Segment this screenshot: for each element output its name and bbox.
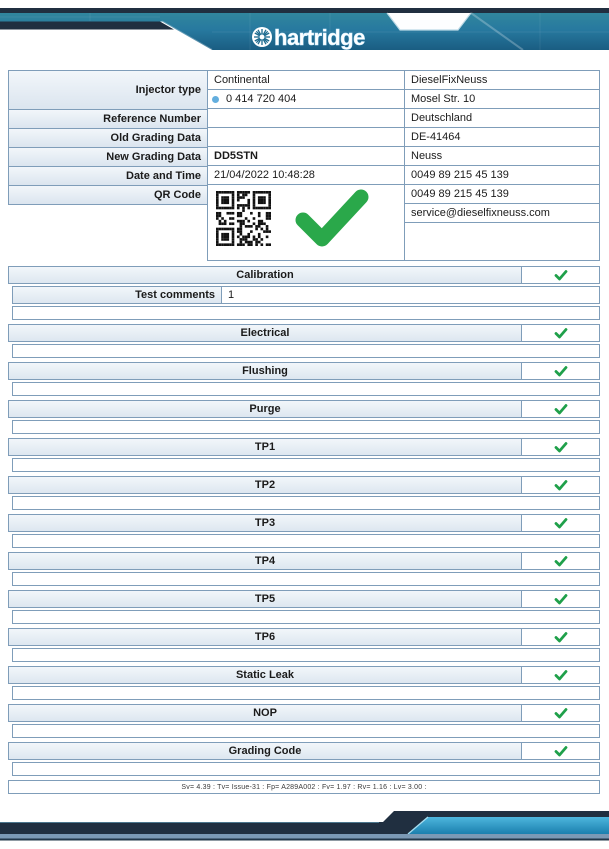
test-sections <box>8 266 600 794</box>
test-section-result-cell <box>521 363 599 379</box>
test-section-block <box>8 400 600 434</box>
pass-check-icon <box>554 479 568 492</box>
test-section-result-cell <box>521 743 599 759</box>
test-section-header <box>8 742 600 760</box>
pass-check-icon <box>554 631 568 644</box>
pass-check-icon <box>554 441 568 454</box>
pass-check-icon <box>554 269 568 282</box>
test-section-detail-row <box>12 306 600 320</box>
test-comments-value: 1 <box>222 286 600 304</box>
test-section-title: TP4 <box>254 555 276 567</box>
contact-line: 0049 89 215 45 139 <box>404 165 600 185</box>
info-value-column <box>207 70 405 261</box>
new-grading-value: DD5STN <box>207 146 405 166</box>
top-banner <box>0 0 609 56</box>
test-section-block <box>8 742 600 776</box>
hartridge-logo-text: hartridge <box>274 25 365 50</box>
test-section-result-cell <box>521 591 599 607</box>
test-comments-row <box>12 286 600 304</box>
injector-info-table <box>8 70 600 266</box>
test-section-result-cell <box>521 667 599 683</box>
test-section-header <box>8 704 600 722</box>
reference-number-value <box>207 108 405 128</box>
injector-type-label: Injector type <box>8 70 208 110</box>
test-section-title: TP3 <box>254 517 276 529</box>
pass-check-icon <box>554 327 568 340</box>
test-section-title: TP1 <box>254 441 276 453</box>
test-section-header <box>8 400 600 418</box>
test-section-block <box>8 362 600 396</box>
date-time-label: Date and Time <box>8 166 208 186</box>
test-section-detail-row <box>12 534 600 548</box>
contact-email: service@dieselfixneuss.com <box>404 203 600 223</box>
test-section-result-cell <box>521 629 599 645</box>
qr-code-image <box>216 191 271 246</box>
test-section-block <box>8 666 600 700</box>
test-section-header <box>8 590 600 608</box>
new-grading-label: New Grading Data <box>8 147 208 167</box>
test-section-header <box>8 666 600 684</box>
pass-check-icon <box>554 669 568 682</box>
test-section-title: Grading Code <box>228 745 302 757</box>
test-section-header <box>8 514 600 532</box>
test-section-detail-row <box>12 724 600 738</box>
test-section-header <box>8 362 600 380</box>
pass-check-icon <box>554 403 568 416</box>
contact-empty-cell <box>404 222 600 261</box>
qr-code-cell <box>207 184 405 261</box>
test-section-title: TP5 <box>254 593 276 605</box>
test-section-detail-row <box>12 686 600 700</box>
test-section-header <box>8 324 600 342</box>
test-section-header <box>8 552 600 570</box>
test-section-title: Electrical <box>240 327 290 339</box>
test-section-result-cell <box>521 325 599 341</box>
test-section-result-cell <box>521 515 599 531</box>
test-section-result-cell <box>521 477 599 493</box>
test-section-block <box>8 324 600 358</box>
top-banner-graphic <box>0 0 609 56</box>
old-grading-value <box>207 127 405 147</box>
pass-check-icon <box>554 555 568 568</box>
test-section-detail-row <box>12 344 600 358</box>
test-section-block <box>8 438 600 472</box>
contact-line: Deutschland <box>404 108 600 128</box>
bottom-banner <box>0 808 609 849</box>
pass-check-icon <box>554 745 568 758</box>
overall-pass-check-icon <box>291 188 373 250</box>
info-label-column <box>8 70 208 205</box>
test-section-detail-row <box>12 458 600 472</box>
test-section-title: TP6 <box>254 631 276 643</box>
test-section-result-cell <box>521 705 599 721</box>
bottom-banner-graphic <box>0 808 609 849</box>
reference-number-label: Reference Number <box>8 109 208 129</box>
test-section-block <box>8 552 600 586</box>
test-section-header <box>8 476 600 494</box>
test-section-detail-row <box>12 496 600 510</box>
test-section-header <box>8 438 600 456</box>
test-comments-label: Test comments <box>12 286 222 304</box>
hartridge-logo-icon <box>252 27 272 47</box>
pass-check-icon <box>554 517 568 530</box>
test-section-block <box>8 266 600 320</box>
test-section-detail-row <box>12 382 600 396</box>
test-section-title: Calibration <box>236 269 294 281</box>
part-number-value: 0 414 720 404 <box>226 93 297 105</box>
manufacturer-value: Continental <box>207 70 405 90</box>
test-section-header <box>8 628 600 646</box>
pass-check-icon <box>554 593 568 606</box>
test-sections-list <box>8 266 600 776</box>
test-section-block <box>8 628 600 662</box>
test-section-detail-row <box>12 572 600 586</box>
contact-line: Neuss <box>404 146 600 166</box>
test-section-title: TP2 <box>254 479 276 491</box>
test-section-title: Purge <box>249 403 281 415</box>
old-grading-label: Old Grading Data <box>8 128 208 148</box>
pass-check-icon <box>554 365 568 378</box>
pass-check-icon <box>554 707 568 720</box>
test-section-result-cell <box>521 553 599 569</box>
contact-line: DE-41464 <box>404 127 600 147</box>
bullet-dot-icon <box>212 96 219 103</box>
date-time-value: 21/04/2022 10:48:28 <box>207 165 405 185</box>
contact-line: Mosel Str. 10 <box>404 89 600 109</box>
test-section-title: NOP <box>253 707 277 719</box>
test-section-result-cell <box>521 439 599 455</box>
test-section-result-cell <box>521 401 599 417</box>
test-section-block <box>8 704 600 738</box>
test-section-block <box>8 590 600 624</box>
test-section-detail-row <box>12 648 600 662</box>
test-section-title: Flushing <box>242 365 288 377</box>
contact-line: 0049 89 215 45 139 <box>404 184 600 204</box>
test-section-block <box>8 514 600 548</box>
contact-line: DieselFixNeuss <box>404 70 600 90</box>
version-footer: Sv= 4.39 : Tv= Issue-31 : Fp= A289A002 : Fv= 1.97 : Rv= 1.16 : Lv= 3.00 : <box>8 780 600 794</box>
part-number-row <box>207 89 405 109</box>
test-section-title: Static Leak <box>235 669 295 681</box>
workshop-contact-column <box>404 70 600 261</box>
qr-code-label: QR Code <box>8 185 208 205</box>
test-section-result-cell <box>521 267 599 283</box>
test-section-detail-row <box>12 420 600 434</box>
test-section-detail-row <box>12 610 600 624</box>
test-section-detail-row <box>12 762 600 776</box>
test-section-header <box>8 266 600 284</box>
test-section-block <box>8 476 600 510</box>
